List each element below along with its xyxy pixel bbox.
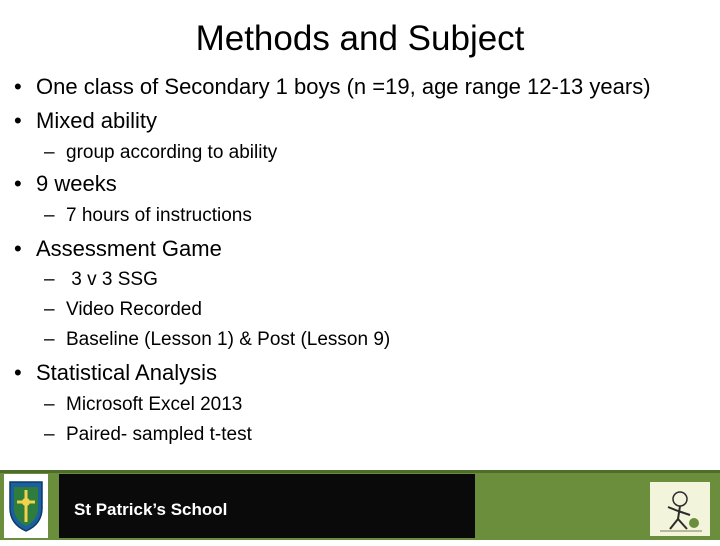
sub-bullet-text: 3 v 3 SSG [66,269,158,290]
bullet-item: • Assessment Game [12,234,712,264]
sub-bullet-text: group according to ability [66,142,278,163]
bullet-item: • Mixed ability [12,106,712,136]
bullet-item: • One class of Secondary 1 boys (n =19, age range 12-13 years) [12,72,712,102]
sub-bullet-item: – 7 hours of instructions [44,205,252,226]
sub-bullet-text: Paired- sampled t-test [66,424,252,445]
school-crest-icon [4,474,48,538]
bullet-item: • Statistical Analysis [12,358,712,388]
sub-bullet-item: – Microsoft Excel 2013 [44,394,243,415]
school-name: St Patrick’s School [59,474,475,538]
sub-bullet-item: – Baseline (Lesson 1) & Post (Lesson 9) [44,329,391,350]
sub-bullet-item: – 3 v 3 SSG [44,269,158,290]
mascot-logo-icon [650,482,710,536]
sub-bullet-item: – Video Recorded [44,299,202,320]
sub-bullet-text: Video Recorded [66,299,202,320]
slide-title: Methods and Subject [195,19,525,58]
sub-bullet-item: – Paired- sampled t-test [44,424,252,445]
sub-bullet-item: – group according to ability [44,142,278,163]
sub-bullet-text: 7 hours of instructions [66,205,252,226]
bullet-item: • 9 weeks [12,169,712,199]
bullet-list [12,72,712,449]
sub-bullet-text: Baseline (Lesson 1) & Post (Lesson 9) [66,329,391,350]
sub-bullet-text: Microsoft Excel 2013 [66,394,243,415]
